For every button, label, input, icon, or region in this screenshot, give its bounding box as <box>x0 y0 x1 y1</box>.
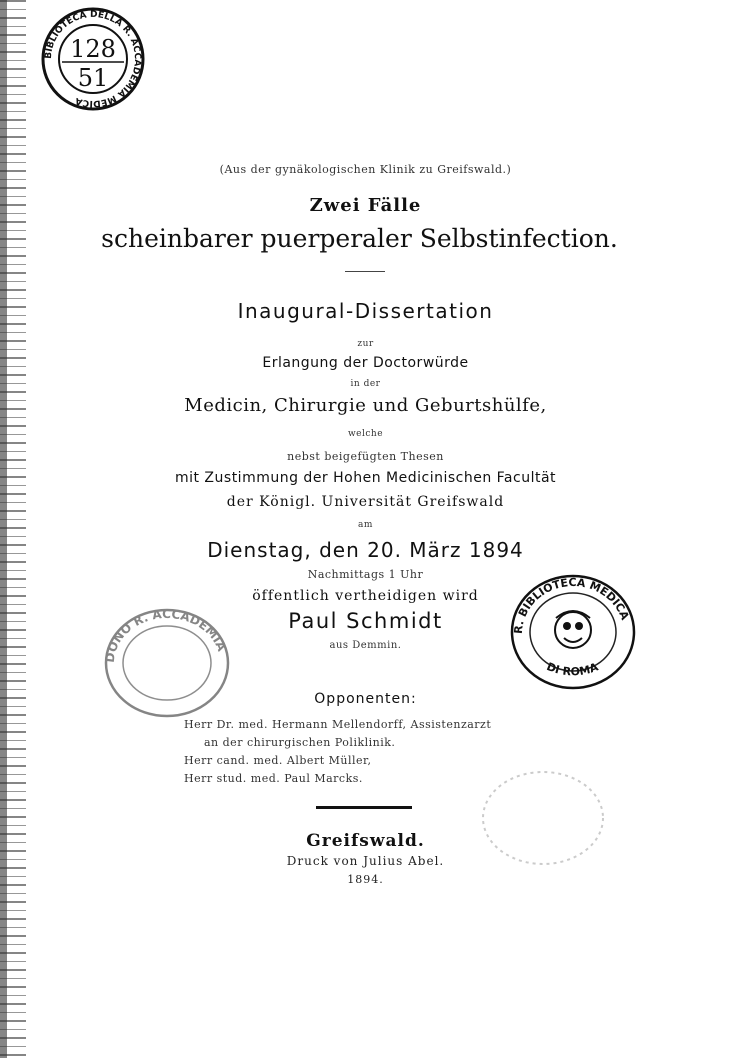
text-am: am <box>358 520 373 530</box>
text-faculties: Medicin, Chirurgie und Geburtshülfe, <box>184 395 547 416</box>
text-zustimmung: mit Zustimmung der Hohen Medicinischen Facultät <box>174 470 557 486</box>
author-origin: aus Demmin. <box>329 640 402 651</box>
stamp-text-bottom: DI ROMA <box>544 659 601 679</box>
opponent-line: Herr Dr. med. Hermann Mellendorff, Assistenzarzt <box>184 718 492 731</box>
text-universitaet: der Königl. Universität Greifswald <box>226 494 505 510</box>
defense-date: Dienstag, den 20. März 1894 <box>207 538 524 562</box>
stamp-emblem <box>555 611 591 648</box>
stamp-text-top: R. BIBLIOTECA MEDICA <box>511 575 632 635</box>
footer-divider <box>316 806 412 809</box>
library-stamp-top-left <box>40 6 146 112</box>
author-name: Paul Schmidt <box>288 609 443 633</box>
clinic-note: (Aus der gynäkologischen Klinik zu Greifswald.) <box>219 163 512 176</box>
text-welche: welche <box>347 429 384 439</box>
stamp-number-top: 128 <box>70 35 116 63</box>
opponent-line: Herr stud. med. Paul Marcks. <box>184 772 363 785</box>
footer-year: 1894. <box>347 873 384 886</box>
text-thesen: nebst beigefügten Thesen <box>287 450 444 463</box>
donation-stamp-text: DONO R. ACCADEMIA <box>102 606 229 664</box>
text-zur: zur <box>357 339 374 349</box>
faint-stamp-ghost <box>478 768 608 868</box>
stamp-ring-text: BIBLIOTECA DELLA R. ACCADEMIA MEDICA <box>43 9 143 109</box>
text-in-der: in der <box>350 379 381 389</box>
title-divider <box>345 271 385 272</box>
defense-time: Nachmittags 1 Uhr <box>307 568 424 581</box>
footer-printer: Druck von Julius Abel. <box>286 854 445 868</box>
dissertation-heading: Inaugural-Dissertation <box>237 299 494 323</box>
opponent-line: Herr cand. med. Albert Müller, <box>184 754 372 767</box>
opponent-line: an der chirurgischen Poliklinik. <box>204 736 396 749</box>
text-verteidigen: öffentlich vertheidigen wird <box>252 588 479 604</box>
title-line-1: Zwei Fälle <box>309 195 422 216</box>
text-erlangung: Erlangung der Doctorwürde <box>262 355 469 371</box>
biblioteca-medica-stamp <box>508 572 638 692</box>
opponents-heading: Opponenten: <box>314 691 417 707</box>
svg-text:DI ROMA <box>545 660 601 678</box>
title-line-2: scheinbarer puerperaler Selbstinfection. <box>101 224 618 253</box>
stamp-number-bottom: 51 <box>77 64 109 92</box>
footer-city: Greifswald. <box>306 831 425 851</box>
